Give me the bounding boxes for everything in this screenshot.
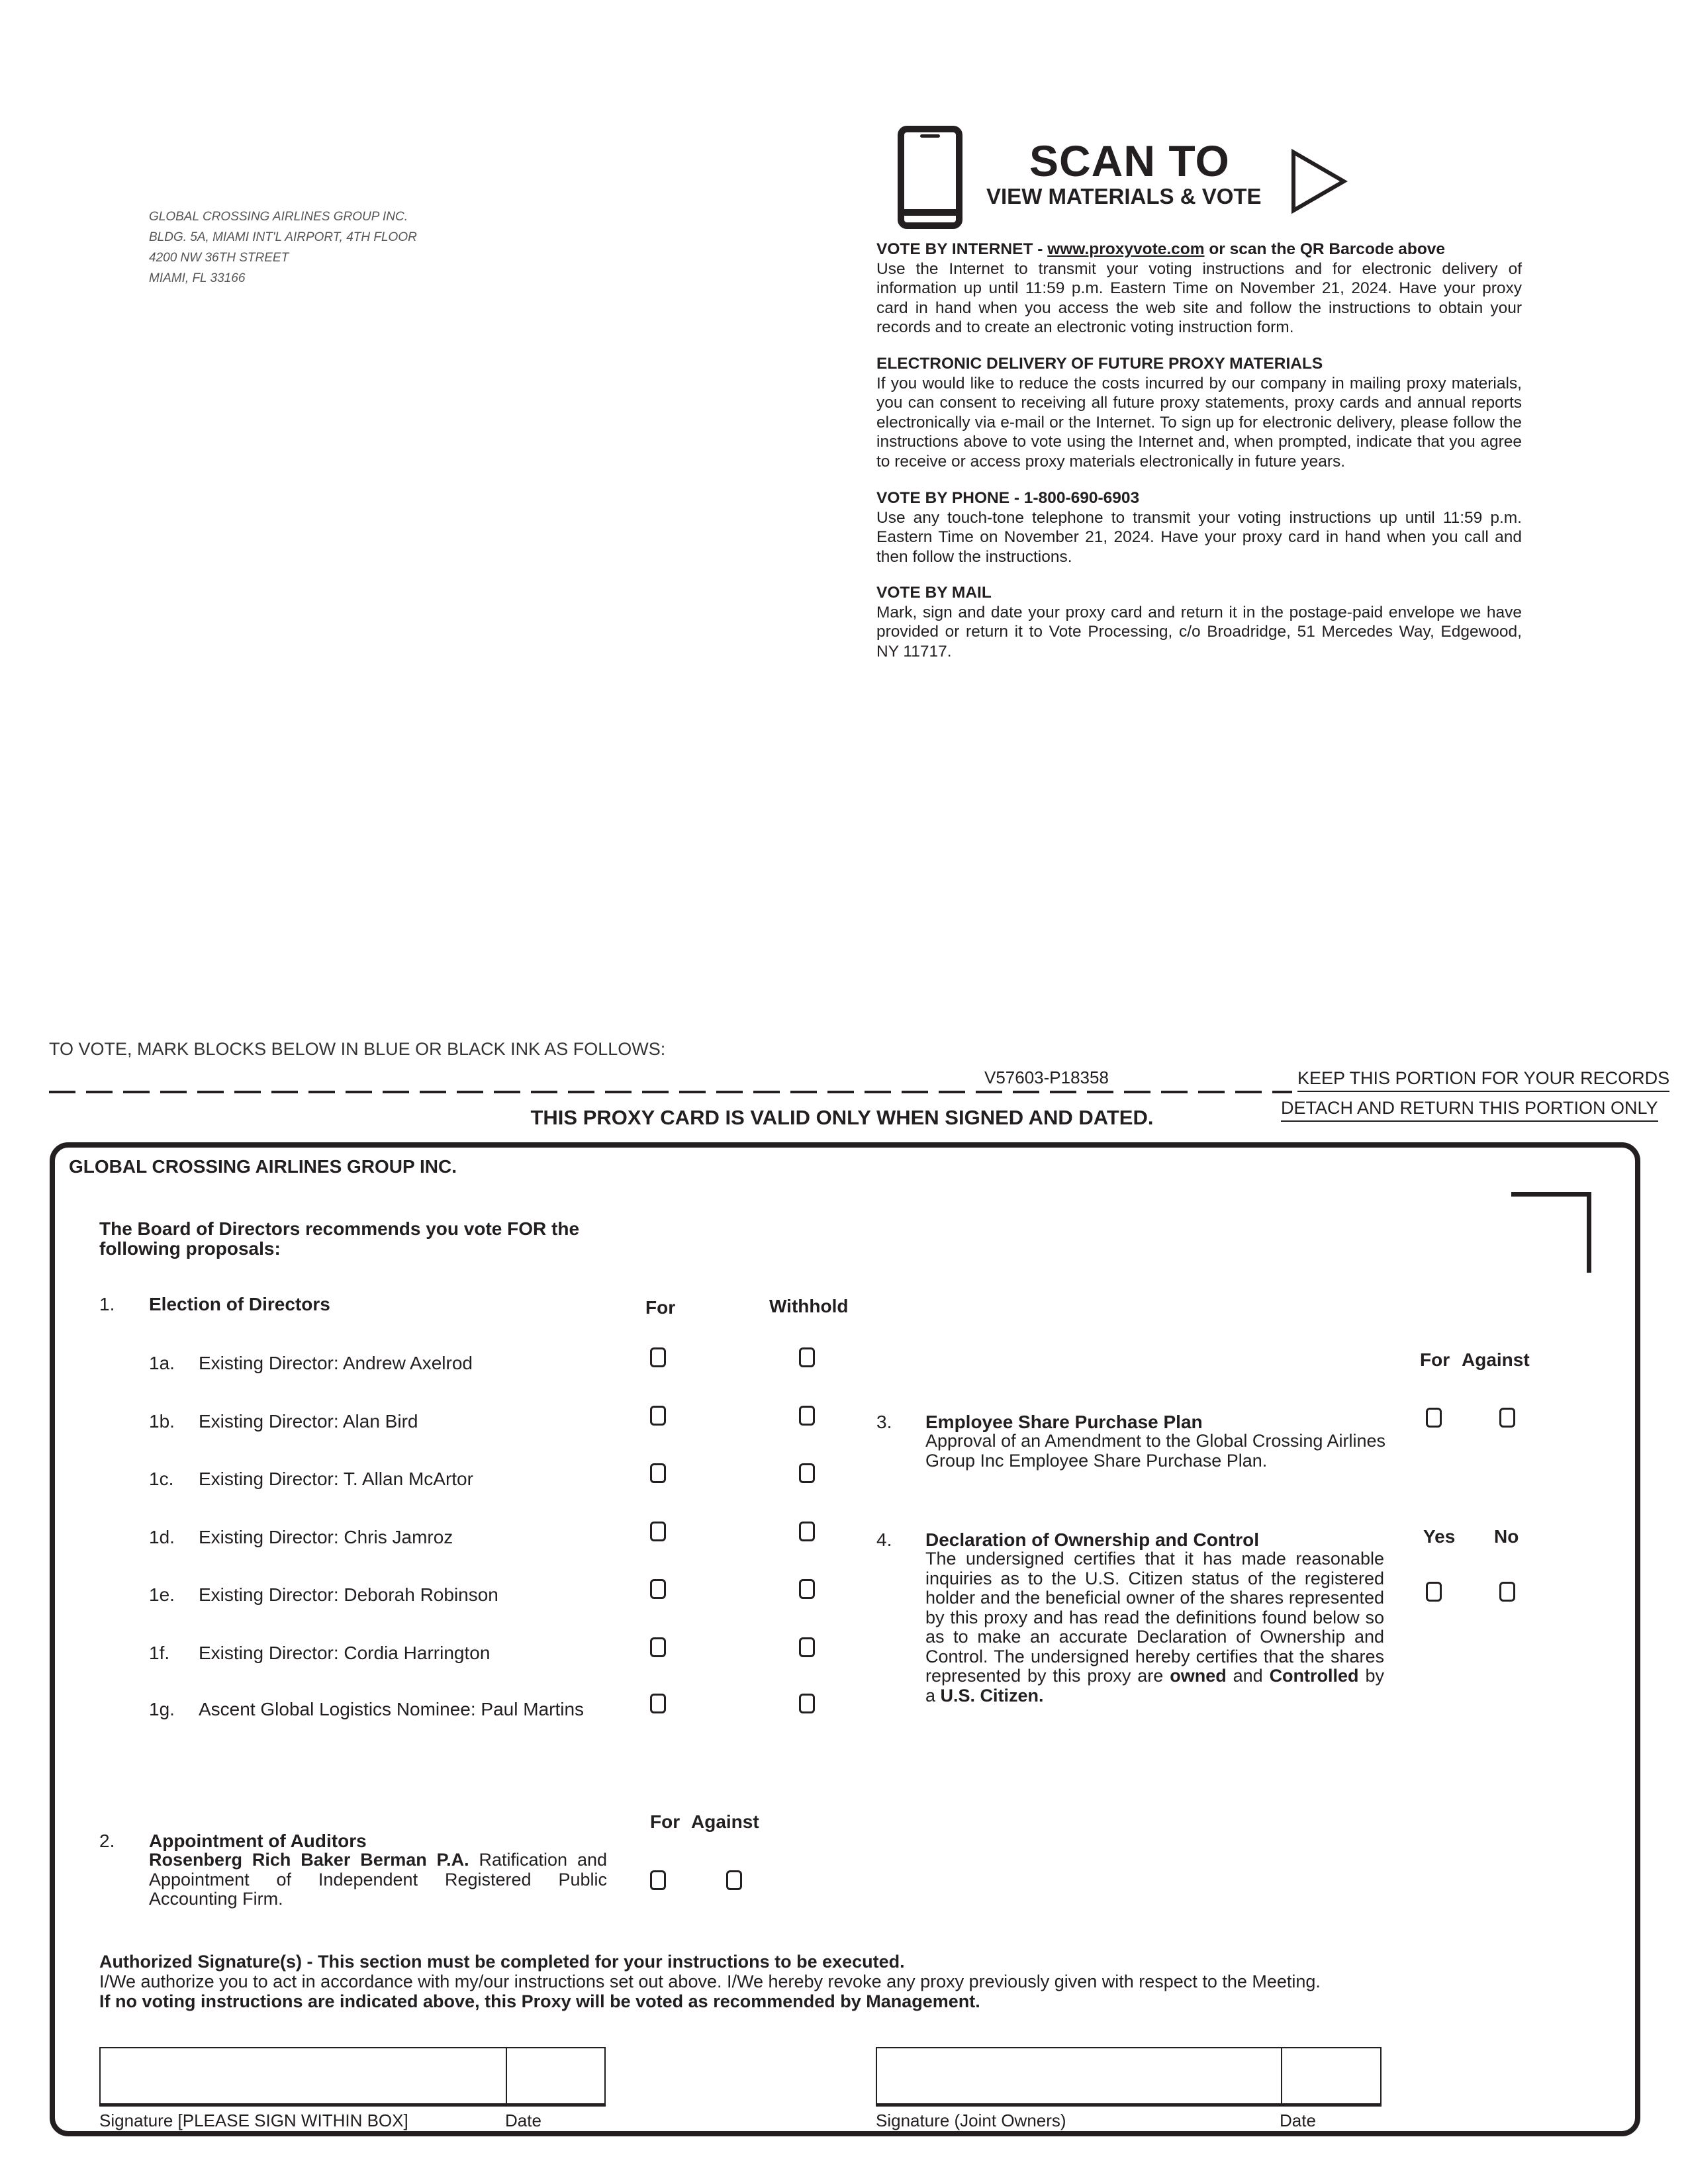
card-company-name: GLOBAL CROSSING AIRLINES GROUP INC. (69, 1156, 457, 1177)
date-2-label: Date (1280, 2111, 1316, 2130)
p2-for-checkbox[interactable] (650, 1870, 666, 1890)
mail-body: Mark, sign and date your proxy card and return it in the postage-paid envelope we have provided or return it to Vote Processing, c/o Broadridge, 51 Mercedes Way, Edgewood, NY 11717. (876, 603, 1522, 660)
nominee-for-checkbox[interactable] (650, 1463, 666, 1483)
nominee-for-checkbox[interactable] (650, 1579, 666, 1599)
keep-portion-label: KEEP THIS PORTION FOR YOUR RECORDS (1297, 1068, 1669, 1092)
registration-corner-mark (1511, 1192, 1591, 1273)
date-1-label: Date (505, 2111, 541, 2130)
p3-col-against: Against (1462, 1349, 1530, 1370)
vote-by-internet (876, 240, 1522, 338)
perforation-line (49, 1091, 1292, 1093)
nominee-withhold-checkbox[interactable] (799, 1579, 815, 1599)
nominee-withhold-checkbox[interactable] (799, 1694, 815, 1713)
smartphone-icon (898, 126, 962, 229)
signature-1-label: Signature [PLEASE SIGN WITHIN BOX] (99, 2111, 408, 2130)
nominee-number: 1a. (149, 1353, 175, 1373)
nominee-name: Existing Director: Chris Jamroz (199, 1527, 453, 1547)
board-recommendation: The Board of Directors recommends you vote FOR the following proposals: (99, 1218, 580, 1259)
return-address-line: 4200 NW 36TH STREET (149, 251, 289, 265)
proposal-3-text: Approval of an Amendment to the Global Crossing Airlines Group Inc Employee Share Purchase Plan. (925, 1431, 1385, 1471)
nominee-name: Existing Director: T. Allan McArtor (199, 1469, 473, 1489)
nominee-name: Ascent Global Logistics Nominee: Paul Martins (199, 1699, 585, 1719)
signature-box-2[interactable] (876, 2047, 1382, 2107)
col-header-withhold: Withhold (769, 1296, 849, 1316)
nominee-number: 1e. (149, 1584, 175, 1605)
nominee-number: 1b. (149, 1411, 175, 1432)
nominee-withhold-checkbox[interactable] (799, 1637, 815, 1657)
p4-col-yes: Yes (1423, 1526, 1456, 1547)
proposal-4-number: 4. (876, 1529, 892, 1550)
nominee-for-checkbox[interactable] (650, 1637, 666, 1657)
nominee-for-checkbox[interactable] (650, 1347, 666, 1367)
nominee-name: Existing Director: Alan Bird (199, 1411, 418, 1432)
nominee-name: Existing Director: Deborah Robinson (199, 1584, 498, 1605)
col-header-for: For (645, 1297, 676, 1318)
nominee-for-checkbox[interactable] (650, 1522, 666, 1541)
p2-against-checkbox[interactable] (726, 1870, 742, 1890)
nominee-number: 1f. (149, 1643, 170, 1663)
scan-title: SCAN TO (1029, 136, 1230, 185)
valid-notice: THIS PROXY CARD IS VALID ONLY WHEN SIGNED AND DATED. (530, 1106, 1154, 1129)
signature-box-1[interactable] (99, 2047, 606, 2107)
edelivery-body: If you would like to reduce the costs incurred by our company in mailing proxy materials, you can consent to receiving all future proxy statements, proxy cards and annual reports electronically via e-mail or the Internet. To sign up for electronic delivery, please follow the instructions above to vote using the Internet and, when prompted, indicate that you agree to receive or access proxy materials electronically in future years. (876, 374, 1522, 471)
nominee-withhold-checkbox[interactable] (799, 1347, 815, 1367)
nominee-for-checkbox[interactable] (650, 1694, 666, 1713)
nominee-number: 1d. (149, 1527, 175, 1547)
edelivery-heading: ELECTRONIC DELIVERY OF FUTURE PROXY MATERIALS (876, 355, 1323, 373)
return-address-line: MIAMI, FL 33166 (149, 271, 246, 285)
nominee-for-checkbox[interactable] (650, 1406, 666, 1426)
proxyvote-link[interactable]: www.proxyvote.com (1047, 240, 1205, 258)
nominee-withhold-checkbox[interactable] (799, 1406, 815, 1426)
authorization-body: I/We authorize you to act in accordance with my/our instructions set out above. I/We hereby revoke any proxy previously given with respect to the Meeting. (99, 1972, 1321, 1991)
proposal-3-number: 3. (876, 1412, 892, 1432)
proposal-2-number: 2. (99, 1831, 115, 1851)
nominee-number: 1c. (149, 1469, 174, 1489)
internet-body: Use the Internet to transmit your voting instructions and for electronic delivery of information up until 11:59 p.m. Eastern Time on November 21, 2024. Have your proxy card in hand when you access the web site and follow the instructions to obtain your records and to create an electronic voting instruction form. (876, 259, 1522, 336)
mail-heading: VOTE BY MAIL (876, 584, 992, 602)
phone-heading: VOTE BY PHONE - 1-800-690-6903 (876, 489, 1140, 507)
vote-by-mail (876, 583, 1522, 661)
authorization-default: If no voting instructions are indicated above, this Proxy will be voted as recommended by Management. (99, 1991, 980, 2011)
p3-against-checkbox[interactable] (1499, 1408, 1515, 1428)
p4-no-checkbox[interactable] (1499, 1582, 1515, 1602)
p4-col-no: No (1494, 1526, 1519, 1547)
internet-heading: VOTE BY INTERNET - www.proxyvote.com or scan the QR Barcode above (876, 240, 1446, 258)
nominee-withhold-checkbox[interactable] (799, 1463, 815, 1483)
nominee-name: Existing Director: Andrew Axelrod (199, 1353, 473, 1373)
proposal-4-title: Declaration of Ownership and Control (925, 1529, 1260, 1550)
p2-col-for: For (650, 1811, 680, 1832)
p2-col-against: Against (691, 1811, 759, 1832)
return-address (149, 206, 417, 289)
return-address-line: GLOBAL CROSSING AIRLINES GROUP INC. (149, 210, 408, 224)
p4-yes-checkbox[interactable] (1426, 1582, 1442, 1602)
nominee-withhold-checkbox[interactable] (799, 1522, 815, 1541)
detach-portion-label: DETACH AND RETURN THIS PORTION ONLY (1281, 1098, 1658, 1122)
p3-col-for: For (1420, 1349, 1450, 1370)
authorization-heading: Authorized Signature(s) - This section must be completed for your instructions to be executed. (99, 1952, 905, 1972)
mark-instructions: TO VOTE, MARK BLOCKS BELOW IN BLUE OR BLACK INK AS FOLLOWS: (49, 1039, 666, 1059)
control-number: V57603-P18358 (984, 1068, 1109, 1087)
proposal-2-text: Rosenberg Rich Baker Berman P.A. Ratification and Appointment of Independent Registered Public Accounting Firm. (149, 1850, 607, 1909)
phone-body: Use any touch-tone telephone to transmit your voting instructions up until 11:59 p.m. Eastern Time on November 21, 2024. Have your proxy card in hand when you call and then follow the instructions. (876, 508, 1522, 566)
proposal-1-title: Election of Directors (149, 1294, 330, 1314)
proposal-1-number: 1. (99, 1294, 115, 1314)
return-address-line: BLDG. 5A, MIAMI INT'L AIRPORT, 4TH FLOOR (149, 230, 417, 244)
signature-2-label: Signature (Joint Owners) (876, 2111, 1066, 2130)
proposal-2-title: Appointment of Auditors (149, 1831, 367, 1851)
play-arrow-icon (1289, 148, 1349, 214)
scan-subtitle: VIEW MATERIALS & VOTE (986, 184, 1262, 208)
electronic-delivery (876, 354, 1522, 471)
proposal-3-title: Employee Share Purchase Plan (925, 1412, 1203, 1432)
proposal-4-text: The undersigned certifies that it has made reasonable inquiries as to the U.S. Citizen status of the registered holder and the beneficial owner of the shares represented by this proxy and has read the definitions found below so as to make an accurate Declaration of Ownership and Control. The undersigned hereby certifies that the shares represented by this proxy are owned and Controlled by a U.S. Citizen. (925, 1549, 1384, 1706)
authorization-section (99, 1952, 1423, 2011)
vote-by-phone (876, 488, 1522, 567)
nominee-name: Existing Director: Cordia Harrington (199, 1643, 491, 1663)
p3-for-checkbox[interactable] (1426, 1408, 1442, 1428)
nominee-number: 1g. (149, 1699, 175, 1719)
